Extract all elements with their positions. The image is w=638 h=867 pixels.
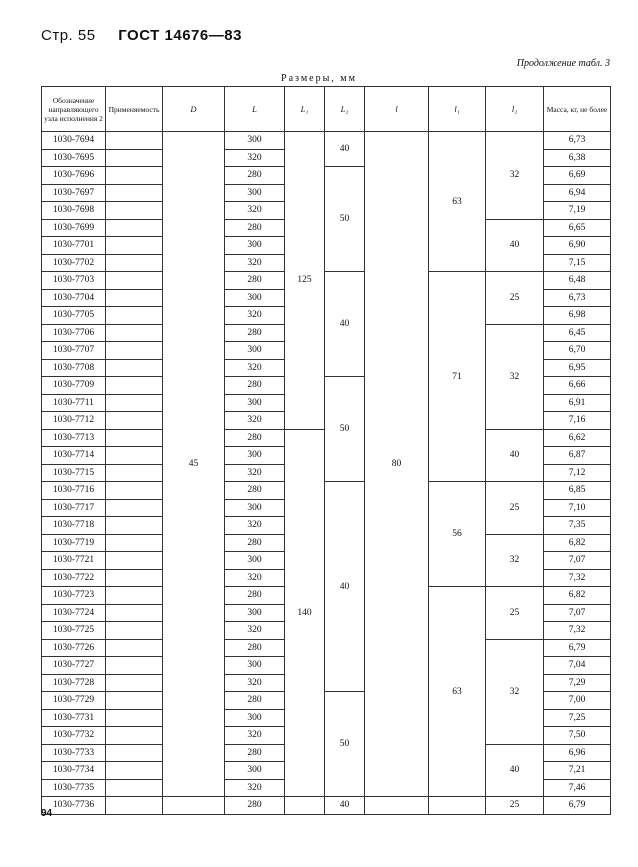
L-cell: 300	[225, 447, 285, 465]
L2-cell: 40	[325, 482, 365, 692]
L-cell: 300	[225, 604, 285, 622]
designation-cell: 1030-7715	[42, 464, 106, 482]
designation-cell: 1030-7735	[42, 779, 106, 797]
designation-cell: 1030-7709	[42, 377, 106, 395]
mass-cell: 6,79	[544, 639, 611, 657]
L-cell: 300	[225, 184, 285, 202]
designation-cell: 1030-7733	[42, 744, 106, 762]
l2-cell: 40	[486, 219, 544, 272]
L-cell: 300	[225, 499, 285, 517]
l2-cell: 25	[486, 272, 544, 325]
application-cell	[106, 219, 163, 237]
mass-cell: 6,45	[544, 324, 611, 342]
L-cell: 280	[225, 377, 285, 395]
L1-cell: 125	[285, 132, 325, 430]
application-cell	[106, 377, 163, 395]
designation-cell: 1030-7727	[42, 657, 106, 675]
l2-cell: 25	[486, 587, 544, 640]
mass-cell: 6,38	[544, 149, 611, 167]
application-cell	[106, 762, 163, 780]
dimensions-table	[41, 86, 611, 815]
l-cell	[365, 797, 429, 815]
col-L1: L₁	[285, 87, 325, 132]
mass-cell: 6,82	[544, 534, 611, 552]
designation-cell: 1030-7714	[42, 447, 106, 465]
designation-cell: 1030-7723	[42, 587, 106, 605]
mass-cell: 7,25	[544, 709, 611, 727]
application-cell	[106, 289, 163, 307]
designation-cell: 1030-7702	[42, 254, 106, 272]
designation-cell: 1030-7732	[42, 727, 106, 745]
col-D: D	[163, 87, 225, 132]
L-cell: 300	[225, 342, 285, 360]
application-cell	[106, 552, 163, 570]
table-row	[42, 132, 611, 150]
mass-cell: 7,12	[544, 464, 611, 482]
L-cell: 280	[225, 639, 285, 657]
L2-cell: 40	[325, 272, 365, 377]
designation-cell: 1030-7708	[42, 359, 106, 377]
L-cell: 320	[225, 149, 285, 167]
application-cell	[106, 604, 163, 622]
l1-cell: 71	[429, 272, 486, 482]
application-cell	[106, 412, 163, 430]
L-cell: 300	[225, 657, 285, 675]
mass-cell: 6,94	[544, 184, 611, 202]
mass-cell: 7,07	[544, 552, 611, 570]
l1-cell: 63	[429, 132, 486, 272]
mass-cell: 6,82	[544, 587, 611, 605]
mass-cell: 6,79	[544, 797, 611, 815]
mass-cell: 6,65	[544, 219, 611, 237]
application-cell	[106, 324, 163, 342]
L1-cell: 140	[285, 429, 325, 797]
L-cell: 300	[225, 237, 285, 255]
L-cell: 320	[225, 359, 285, 377]
L2-cell: 50	[325, 377, 365, 482]
mass-cell: 6,87	[544, 447, 611, 465]
standard-title: ГОСТ 14676—83	[118, 27, 242, 44]
L-cell: 280	[225, 534, 285, 552]
page-header	[41, 27, 242, 44]
application-cell	[106, 394, 163, 412]
designation-cell: 1030-7704	[42, 289, 106, 307]
col-L: L	[225, 87, 285, 132]
col-designation: Обозначение направляющего узла исполнения 2	[42, 87, 106, 132]
mass-cell: 6,98	[544, 307, 611, 325]
L-cell: 320	[225, 727, 285, 745]
designation-cell: 1030-7707	[42, 342, 106, 360]
l2-cell: 25	[486, 797, 544, 815]
application-cell	[106, 674, 163, 692]
application-cell	[106, 202, 163, 220]
application-cell	[106, 254, 163, 272]
designation-cell: 1030-7703	[42, 272, 106, 290]
application-cell	[106, 149, 163, 167]
L-cell: 300	[225, 289, 285, 307]
L2-cell: 40	[325, 797, 365, 815]
designation-cell: 1030-7701	[42, 237, 106, 255]
l-cell: 80	[365, 132, 429, 797]
designation-cell: 1030-7696	[42, 167, 106, 185]
L-cell: 280	[225, 797, 285, 815]
designation-cell: 1030-7722	[42, 569, 106, 587]
mass-cell: 6,70	[544, 342, 611, 360]
application-cell	[106, 569, 163, 587]
col-l: l	[365, 87, 429, 132]
L-cell: 320	[225, 674, 285, 692]
D-cell: 45	[163, 132, 225, 797]
application-cell	[106, 167, 163, 185]
L-cell: 280	[225, 744, 285, 762]
application-cell	[106, 429, 163, 447]
designation-cell: 1030-7698	[42, 202, 106, 220]
L-cell: 280	[225, 219, 285, 237]
L-cell: 320	[225, 517, 285, 535]
application-cell	[106, 657, 163, 675]
L-cell: 320	[225, 779, 285, 797]
designation-cell: 1030-7719	[42, 534, 106, 552]
mass-cell: 7,32	[544, 569, 611, 587]
L-cell: 300	[225, 709, 285, 727]
mass-cell: 7,10	[544, 499, 611, 517]
designation-cell: 1030-7717	[42, 499, 106, 517]
application-cell	[106, 517, 163, 535]
l2-cell: 32	[486, 132, 544, 220]
dimensions-caption: Размеры, мм	[281, 73, 357, 84]
col-application: Применяемость	[106, 87, 163, 132]
application-cell	[106, 272, 163, 290]
mass-cell: 6,95	[544, 359, 611, 377]
mass-cell: 6,66	[544, 377, 611, 395]
designation-cell: 1030-7706	[42, 324, 106, 342]
l1-cell: 56	[429, 482, 486, 587]
mass-cell: 7,16	[544, 412, 611, 430]
application-cell	[106, 447, 163, 465]
L1-cell	[285, 797, 325, 815]
mass-cell: 7,32	[544, 622, 611, 640]
designation-cell: 1030-7705	[42, 307, 106, 325]
designation-cell: 1030-7724	[42, 604, 106, 622]
mass-cell: 7,35	[544, 517, 611, 535]
table-body	[42, 132, 611, 815]
L-cell: 280	[225, 587, 285, 605]
application-cell	[106, 184, 163, 202]
L-cell: 280	[225, 429, 285, 447]
page-label: Стр. 55	[41, 27, 96, 44]
designation-cell: 1030-7697	[42, 184, 106, 202]
mass-cell: 6,48	[544, 272, 611, 290]
application-cell	[106, 639, 163, 657]
l1-cell	[429, 797, 486, 815]
designation-cell: 1030-7716	[42, 482, 106, 500]
mass-cell: 6,62	[544, 429, 611, 447]
designation-cell: 1030-7718	[42, 517, 106, 535]
table-row	[42, 272, 611, 290]
mass-cell: 6,85	[544, 482, 611, 500]
L-cell: 320	[225, 622, 285, 640]
application-cell	[106, 482, 163, 500]
mass-cell: 7,46	[544, 779, 611, 797]
mass-cell: 7,00	[544, 692, 611, 710]
designation-cell: 1030-7721	[42, 552, 106, 570]
application-cell	[106, 132, 163, 150]
designation-cell: 1030-7713	[42, 429, 106, 447]
l1-cell: 63	[429, 587, 486, 797]
col-L2: L₂	[325, 87, 365, 132]
D-cell	[163, 797, 225, 815]
application-cell	[106, 709, 163, 727]
l2-cell: 32	[486, 534, 544, 587]
l2-cell: 40	[486, 744, 544, 797]
L-cell: 320	[225, 307, 285, 325]
mass-cell: 7,19	[544, 202, 611, 220]
designation-cell: 1030-7731	[42, 709, 106, 727]
L2-cell: 40	[325, 132, 365, 167]
designation-cell: 1030-7699	[42, 219, 106, 237]
L2-cell: 50	[325, 692, 365, 797]
L-cell: 280	[225, 482, 285, 500]
L-cell: 320	[225, 254, 285, 272]
application-cell	[106, 727, 163, 745]
designation-cell: 1030-7729	[42, 692, 106, 710]
designation-cell: 1030-7734	[42, 762, 106, 780]
table-row	[42, 482, 611, 500]
mass-cell: 7,04	[544, 657, 611, 675]
continuation-note: Продолжение табл. 3	[516, 58, 610, 69]
application-cell	[106, 797, 163, 815]
col-l2: l₂	[486, 87, 544, 132]
mass-cell: 7,07	[544, 604, 611, 622]
application-cell	[106, 237, 163, 255]
application-cell	[106, 692, 163, 710]
mass-cell: 6,73	[544, 132, 611, 150]
mass-cell: 6,73	[544, 289, 611, 307]
L-cell: 320	[225, 464, 285, 482]
designation-cell: 1030-7712	[42, 412, 106, 430]
application-cell	[106, 342, 163, 360]
application-cell	[106, 499, 163, 517]
mass-cell: 7,50	[544, 727, 611, 745]
L2-cell: 50	[325, 167, 365, 272]
L-cell: 280	[225, 167, 285, 185]
application-cell	[106, 744, 163, 762]
L-cell: 300	[225, 132, 285, 150]
col-l1: l₁	[429, 87, 486, 132]
l2-cell: 40	[486, 429, 544, 482]
application-cell	[106, 534, 163, 552]
L-cell: 320	[225, 569, 285, 587]
table-header-row	[42, 87, 611, 132]
designation-cell: 1030-7711	[42, 394, 106, 412]
application-cell	[106, 587, 163, 605]
mass-cell: 6,96	[544, 744, 611, 762]
L-cell: 280	[225, 272, 285, 290]
mass-cell: 7,29	[544, 674, 611, 692]
application-cell	[106, 779, 163, 797]
designation-cell: 1030-7726	[42, 639, 106, 657]
L-cell: 280	[225, 692, 285, 710]
L-cell: 300	[225, 762, 285, 780]
designation-cell: 1030-7728	[42, 674, 106, 692]
l2-cell: 32	[486, 639, 544, 744]
mass-cell: 6,69	[544, 167, 611, 185]
designation-cell: 1030-7725	[42, 622, 106, 640]
L-cell: 300	[225, 552, 285, 570]
l2-cell: 25	[486, 482, 544, 535]
l2-cell: 32	[486, 324, 544, 429]
L-cell: 320	[225, 202, 285, 220]
designation-cell: 1030-7695	[42, 149, 106, 167]
table-row	[42, 797, 611, 815]
L-cell: 280	[225, 324, 285, 342]
application-cell	[106, 307, 163, 325]
application-cell	[106, 622, 163, 640]
mass-cell: 7,21	[544, 762, 611, 780]
page-number: 94	[41, 808, 53, 819]
col-mass: Масса, кг, не более	[544, 87, 611, 132]
L-cell: 320	[225, 412, 285, 430]
designation-cell: 1030-7736	[42, 797, 106, 815]
application-cell	[106, 359, 163, 377]
mass-cell: 7,15	[544, 254, 611, 272]
mass-cell: 6,90	[544, 237, 611, 255]
mass-cell: 6,91	[544, 394, 611, 412]
designation-cell: 1030-7694	[42, 132, 106, 150]
L-cell: 300	[225, 394, 285, 412]
application-cell	[106, 464, 163, 482]
